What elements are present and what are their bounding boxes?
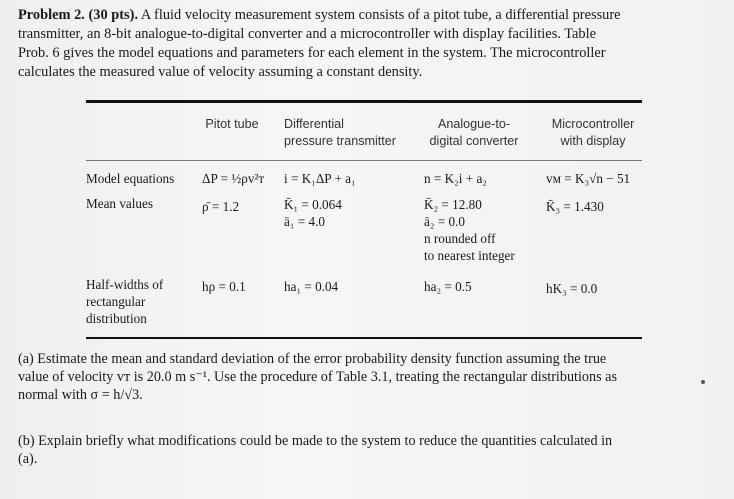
row-label-halfwidths: Half-widths of rectangular distribution bbox=[86, 277, 164, 326]
question-b: (b) Explain briefly what modifications could be made to the system to reduce the quantities calculated in (a). bbox=[18, 433, 613, 467]
model-dpt: i = K₁ΔP + a₁ bbox=[284, 171, 356, 186]
row-label-model: Model equations bbox=[86, 171, 175, 186]
problem-line-1: Problem 2. (30 pts). A fluid velocity measurement system consists of a pitot tube, a differential pressure bbox=[18, 7, 621, 23]
col-header-pitot: Pitot tube bbox=[205, 117, 259, 131]
question-a: (a) Estimate the mean and standard deviation of the error probability density function assuming the true value of velocity vᴛ is 20.0 m s⁻¹. Use the procedure of Table 3.1, treating the rectangular distributions as normal with σ = h/√3. bbox=[18, 351, 618, 403]
problem-line-2: transmitter, an 8-bit analogue-to-digital converter and a microcontroller with display facilities. Table bbox=[18, 26, 596, 42]
speck-mark bbox=[701, 380, 705, 384]
half-adc: ha₂ = 0.5 bbox=[424, 279, 472, 294]
mean-adc: K̄₂ = 12.80 ā₂ = 0.0 n rounded off to nearest integer bbox=[424, 197, 515, 263]
col-header-dpt: Differential pressure transmitter bbox=[284, 117, 396, 148]
model-pitot: ΔP = ½ρv²ᴛ bbox=[202, 171, 265, 186]
problem-line-4: calculates the measured value of velocity assuming a constant density. bbox=[18, 64, 423, 80]
table-bottom-rule bbox=[86, 337, 642, 339]
model-mc: vᴍ = K₃√n − 51 bbox=[546, 171, 631, 186]
half-pitot: hρ = 0.1 bbox=[202, 279, 246, 294]
model-adc: n = K₂i + a₂ bbox=[424, 171, 487, 186]
problem-line-3: Prob. 6 gives the model equations and parameters for each element in the system. The microcontroller bbox=[18, 45, 606, 61]
problem-heading: Problem 2. (30 pts). bbox=[18, 7, 139, 23]
table-header-rule bbox=[86, 160, 642, 161]
mean-pitot: ρ̄ = 1.2 bbox=[202, 199, 240, 214]
table-top-rule bbox=[86, 100, 642, 103]
mean-dpt: K̄₁ = 0.064 ā₁ = 4.0 bbox=[284, 197, 342, 229]
row-label-mean: Mean values bbox=[86, 196, 154, 211]
problem-statement bbox=[18, 6, 718, 82]
col-header-mc: Microcontroller with display bbox=[551, 117, 635, 148]
half-dpt: ha₁ = 0.04 bbox=[284, 279, 339, 294]
half-mc: hK₃ = 0.0 bbox=[546, 281, 598, 296]
col-header-adc: Analogue-to- digital converter bbox=[429, 117, 519, 148]
mean-mc: K̄₃ = 1.430 bbox=[546, 199, 604, 214]
